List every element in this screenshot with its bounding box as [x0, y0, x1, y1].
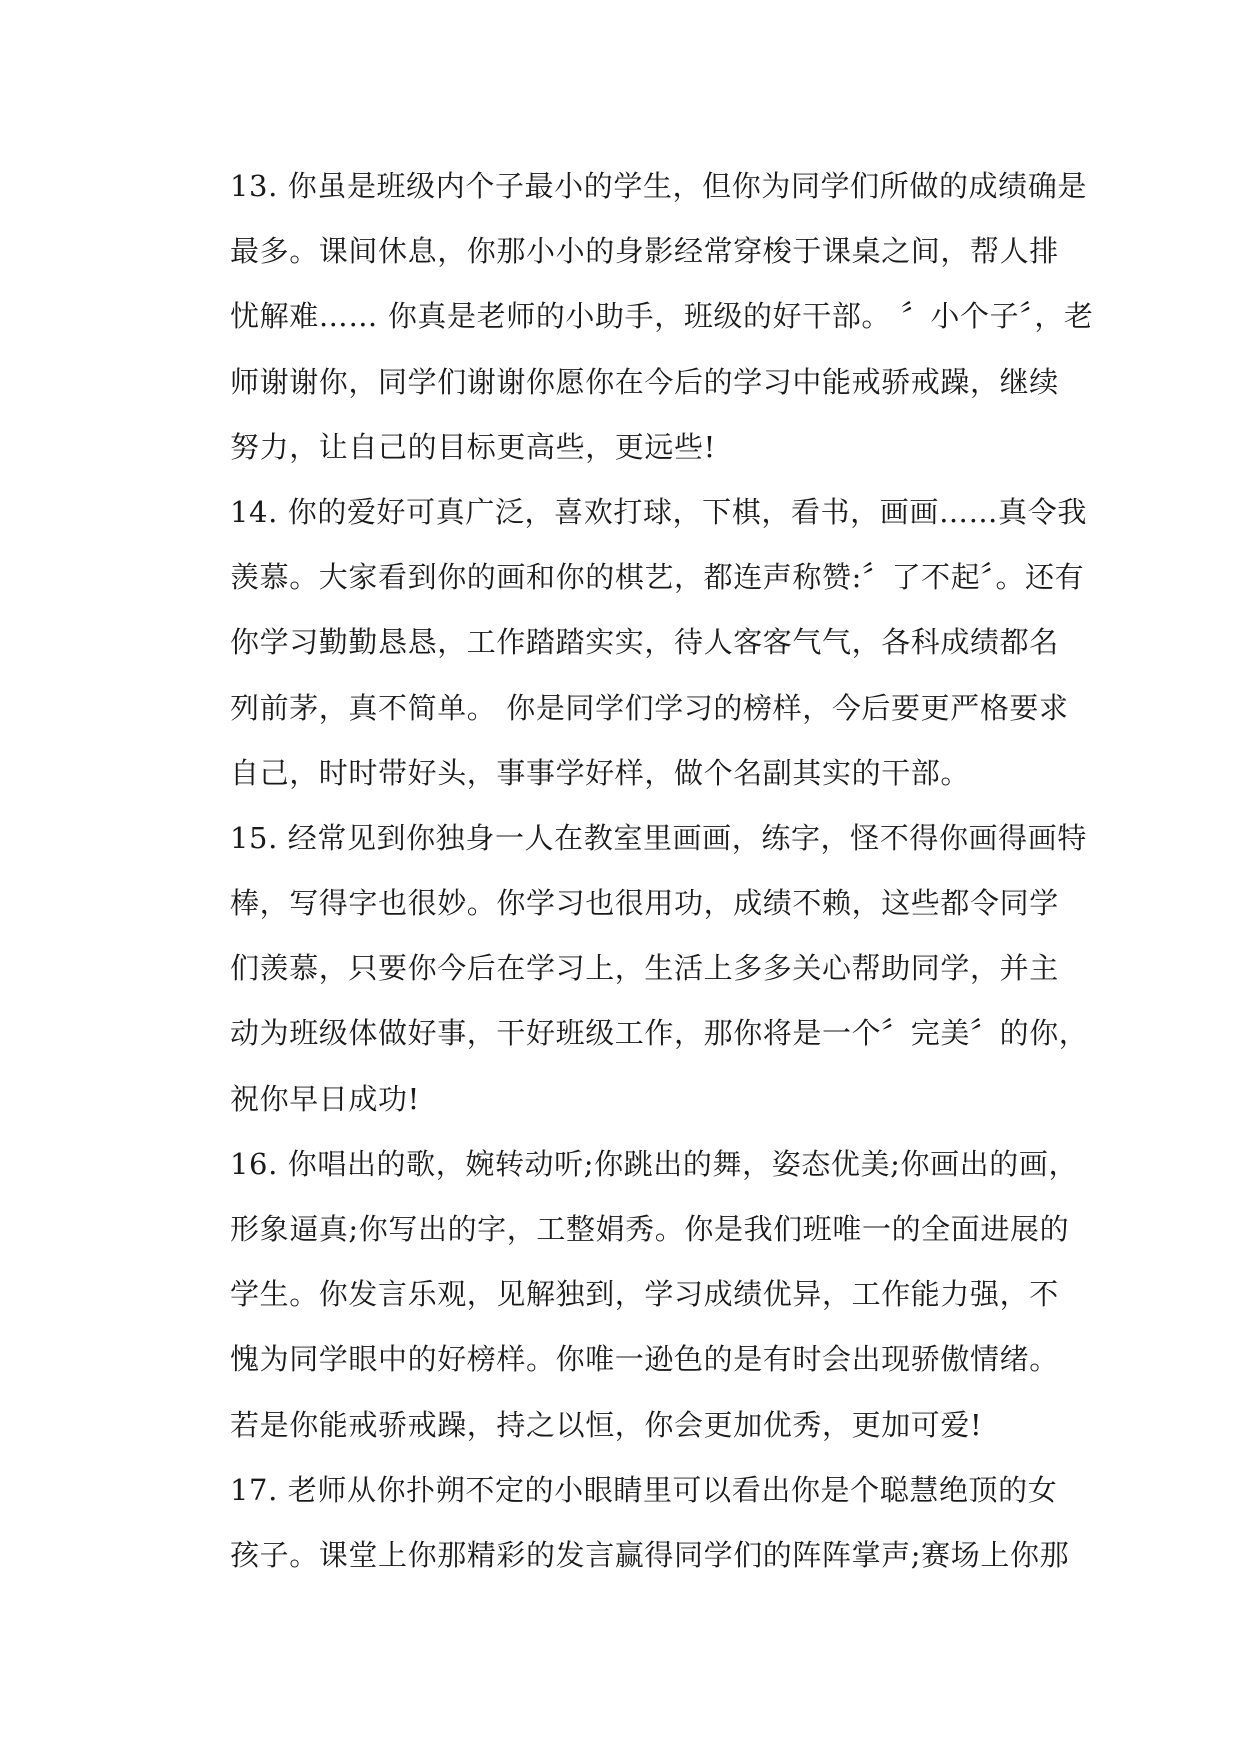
text-line: 你学习勤勤恳恳，工作踏踏实实，待人客客气气，各科成绩都名 — [230, 625, 1059, 660]
text-line: 学生。你发言乐观，见解独到，学习成绩优异，工作能力强，不 — [230, 1277, 1059, 1312]
text-line: 孩子。课堂上你那精彩的发言赢得同学们的阵阵掌声;赛场上你那 — [230, 1537, 1070, 1572]
text-line: 自己，时时带好头，事事学好样，做个名副其实的干部。 — [230, 755, 971, 790]
text-line: 忧解难…… 你真是老师的小助手，班级的好干部。 〞小个子〞，老 — [230, 299, 1094, 334]
text-line: 动为班级体做好事，干好班级工作，那你将是一个〞完美〞的你， — [230, 1016, 1089, 1051]
text-line: 努力，让自己的目标更高些，更远些! — [230, 429, 716, 464]
text-line: 们羡慕，只要你今后在学习上，生活上多多关心帮助同学，并主 — [230, 951, 1059, 986]
text-line: 师谢谢你，同学们谢谢你愿你在今后的学习中能戒骄戒躁，继续 — [230, 364, 1059, 399]
text-line: 羡慕。大家看到你的画和你的棋艺，都连声称赞:〞了不起〞。还有 — [230, 560, 1085, 595]
text-line: 16. 你唱出的歌，婉转动听;你跳出的舞，姿态优美;你画出的画， — [230, 1146, 1079, 1181]
text-line: 14. 你的爱好可真广泛，喜欢打球，下棋，看书，画画……真令我 — [230, 494, 1087, 529]
text-line: 棒，写得字也很妙。你学习也很用功，成绩不赖，这些都令同学 — [230, 886, 1059, 921]
text-line: 列前茅，真不简单。 你是同学们学习的榜样，今后要更严格要求 — [230, 690, 1069, 725]
text-line: 13. 你虽是班级内个子最小的学生，但你为同学们所做的成绩确是 — [230, 169, 1087, 203]
text-line: 愧为同学眼中的好榜样。你唯一逊色的是有时会出现骄傲情绪。 — [230, 1342, 1059, 1377]
text-line: 若是你能戒骄戒躁，持之以恒，你会更加优秀，更加可爱! — [230, 1407, 983, 1442]
comment-text-block — [230, 154, 1094, 1588]
text-line: 形象逼真;你写出的字，工整娟秀。你是我们班唯一的全面进展的 — [230, 1212, 1070, 1246]
text-line: 15. 经常见到你独身一人在教室里画画，练字，怪不得你画得画特 — [230, 820, 1087, 855]
text-line: 祝你早日成功! — [230, 1081, 420, 1116]
text-line: 17. 老师从你扑朔不定的小眼睛里可以看出你是个聪慧绝顶的女 — [230, 1472, 1058, 1507]
text-line: 最多。课间休息，你那小小的身影经常穿梭于课桌之间，帮人排 — [230, 234, 1059, 269]
